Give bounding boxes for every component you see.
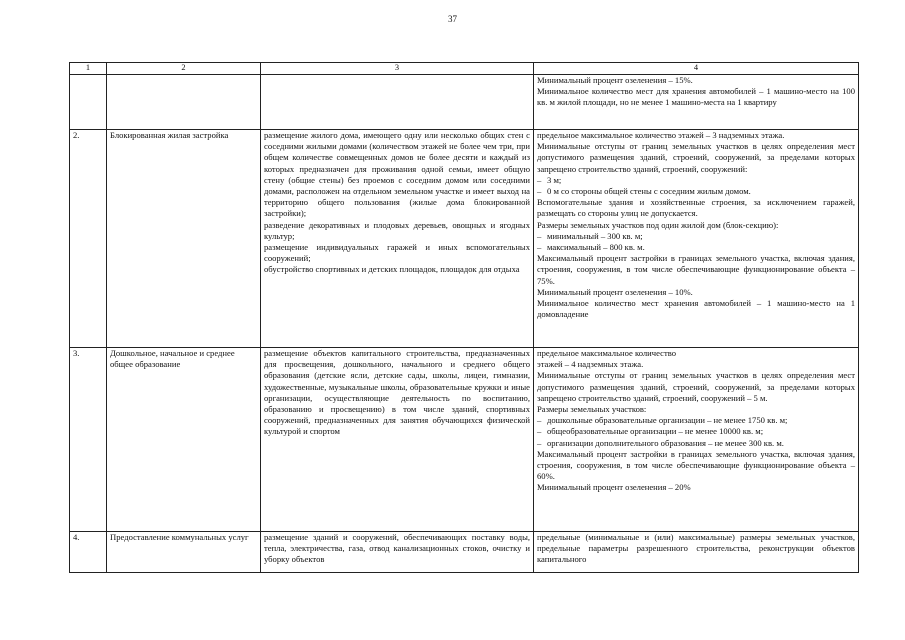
parameter-text: Размеры земельных участков:: [537, 404, 647, 415]
parameter-list-item: [537, 175, 855, 186]
dash-bullet-icon: –: [537, 426, 542, 437]
parameter-text: Минимальные отступы от границ земельных участков в целях определения мест допустимого размещения зданий, строений, сооружений, за пределами которых запрещено строительство зданий, строений, сооружений:: [537, 141, 855, 174]
column-header-3: 3: [261, 63, 534, 75]
parameter-list-item: [537, 426, 855, 437]
parameters-cell: [534, 532, 859, 573]
parameter-text: Максимальный процент застройки в границах земельного участка, включая здания, строения, сооружения, в том числе обеспечивающие функционирование объекта – 75%.: [537, 253, 855, 286]
parameter-list-text: общеобразовательные организации – не менее 10000 кв. м;: [547, 426, 764, 437]
parameter-list-text: максимальный – 800 кв. м.: [547, 242, 645, 253]
parameter-list-text: 3 м;: [547, 174, 562, 185]
row-number-cell: 3.: [70, 348, 107, 532]
row-number-cell: 2.: [70, 130, 107, 348]
table-row: [70, 348, 859, 532]
parameter-text: Максимальный процент застройки в границах земельного участка, включая здания, строения, сооружения, в том числе обеспечивающие функционирование объекта – 60%.: [537, 448, 855, 482]
parameter-list-item: [537, 415, 855, 426]
use-description-text: разведение декоративных и плодовых деревьев, овощных и ягодных культур;: [264, 219, 530, 241]
parameter-list-item: [537, 242, 855, 253]
parameter-text: этажей – 4 надземных этажа.: [537, 359, 644, 370]
parameter-list-item: [537, 186, 855, 197]
parameter-text: предельные (минимальные и (или) максимальные) размеры земельных участков, предельные параметры разрешенного строительства, реконструкции объектов капитального: [537, 532, 855, 565]
parameter-text: Вспомогательные здания и хозяйственные строения, за исключением гаражей, размещать со стороны улиц не допускается.: [537, 197, 855, 219]
parameter-list-text: 0 м со стороны общей стены с соседним жилым домом.: [547, 186, 751, 197]
parameter-list-text: минимальный – 300 кв. м;: [547, 230, 643, 241]
dash-bullet-icon: –: [537, 437, 542, 448]
use-description-text: размещение объектов капитального строительства, предназначенных для просвещения, дошкольного, начального и среднего общего образования (детские ясли, детские сады, школы, лицеи, гимназии, художественные, музыкальные школы, образовательные кружки и иные организации, осуществляющие деятельность по воспитанию, образованию и просвещению) в том числе зданий, спортивных сооружений, предназначенных для занятия обучающихся физической культурой и спортом: [264, 348, 530, 437]
use-description-cell: [261, 130, 534, 348]
parameter-text: Минимальное количество мест для хранения автомобилей – 1 машино-место на 100 кв. м жилой площади, но не менее 1 машино-места на 1 квартиру: [537, 86, 855, 108]
use-description-cell: [261, 532, 534, 573]
table-row-continuation: [70, 75, 859, 130]
page-number: 37: [448, 14, 457, 24]
row-number-cell: [70, 75, 107, 130]
use-name-cell: Дошкольное, начальное и среднее общее образование: [107, 348, 261, 532]
column-header-1: 1: [70, 63, 107, 75]
parameter-list-item: [537, 438, 855, 449]
dash-bullet-icon: –: [537, 242, 542, 253]
table-row: [70, 532, 859, 573]
parameter-text: предельное максимальное количество: [537, 348, 676, 358]
dash-bullet-icon: –: [537, 186, 542, 197]
use-description-cell: [261, 75, 534, 130]
use-description-text: размещение жилого дома, имеющего одну или несколько общих стен с соседними жилыми домами (количеством этажей не более чем три, при общем количестве совмещенных домов не более десяти и каждый из которых предназначен для проживания одной семьи, имеет общую стену (общие стены) без проемов с соседним домом или соседними домами, расположен на отдельном земельном участке и имеет выход на территорию общего пользования (жилые дома блокированной застройки);: [264, 130, 530, 219]
parameter-list-item: [537, 231, 855, 242]
parameters-cell: [534, 75, 859, 130]
table-row: [70, 130, 859, 348]
column-header-4: 4: [534, 63, 859, 75]
parameter-text: Минимальные отступы от границ земельных участков в целях определения мест допустимого размещения зданий, строений, сооружений, за пределами которых запрещено строительство зданий, строений, сооружений – 5 м.: [537, 370, 855, 403]
use-description-text: обустройство спортивных и детских площадок, площадок для отдыха: [264, 264, 520, 275]
parameter-text: Минимальный процент озеленения – 10%.: [537, 286, 693, 297]
dash-bullet-icon: –: [537, 415, 542, 426]
use-name-cell: [107, 75, 261, 130]
parameter-text: Минимальный процент озеленения – 15%.: [537, 75, 693, 85]
use-description-text: размещение индивидуальных гаражей и иных вспомогательных сооружений;: [264, 242, 530, 264]
parameter-list-text: дошкольные образовательные организации – не менее 1750 кв. м;: [547, 415, 788, 426]
use-name-cell: Предоставление коммунальных услуг: [107, 532, 261, 573]
parameters-cell: [534, 348, 859, 532]
use-description-cell: [261, 348, 534, 532]
header-row: [70, 63, 859, 75]
row-number-cell: 4.: [70, 532, 107, 573]
column-header-2: 2: [107, 63, 261, 75]
parameter-text: Минимальное количество мест хранения автомобилей – 1 машино-место на 1 домовладение: [537, 298, 855, 320]
parameter-text: Размеры земельных участков под один жилой дом (блок-секцию):: [537, 219, 779, 230]
use-description-text: размещение зданий и сооружений, обеспечивающих поставку воды, тепла, электричества, газа, отвод канализационных стоков, очистку и уборку объектов: [264, 532, 530, 565]
dash-bullet-icon: –: [537, 230, 542, 241]
use-name-cell: Блокированная жилая застройка: [107, 130, 261, 348]
land-use-regulations-table: [69, 62, 859, 573]
parameter-list-text: организации дополнительного образования – не менее 300 кв. м.: [547, 437, 784, 448]
parameter-text: Минимальный процент озеленения – 20%: [537, 482, 691, 493]
dash-bullet-icon: –: [537, 174, 542, 185]
parameters-cell: [534, 130, 859, 348]
parameter-text: предельное максимальное количество этажей – 3 надземных этажа.: [537, 130, 785, 140]
